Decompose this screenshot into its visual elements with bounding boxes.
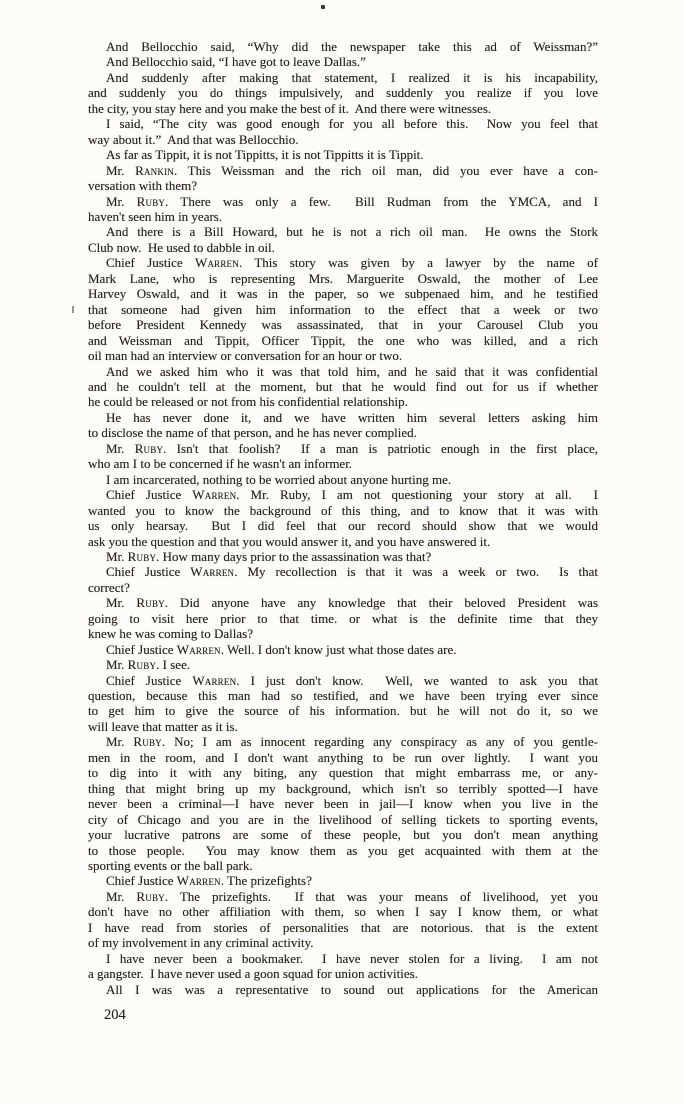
text-segment: to disclose the name of that person, and he has never complied. [88,425,417,441]
text-segment: . Mr. Ruby, I am not questioning your story at all. I [236,487,598,503]
text-segment: And Bellocchio said, “Why did the newspaper take this ad of Weissman?” [106,39,598,54]
paragraph [88,255,598,363]
text-segment: Chief Justice [106,255,195,271]
text-line [88,348,598,363]
text-segment: never been a criminal—I have never been in jail—I know when you live in the [88,796,598,812]
text-segment: . Well. I don't know just what those dates are. [220,641,457,657]
text-line [88,194,598,209]
testimony-text-block [88,39,598,997]
text-segment: And we asked him who it was that told him, and he said that it was confidential [106,363,598,379]
paragraph [88,951,598,982]
text-segment: will leave that matter as it is. [88,718,238,734]
paragraph [88,873,598,888]
text-segment: going to visit here prior to that time. or what is the definite time that they [88,610,598,626]
page-number: 204 [104,1007,126,1023]
text-segment: correct? [88,579,130,595]
text-line [88,858,598,873]
text-line [88,719,598,734]
text-line [88,116,598,131]
text-segment: that someone had given him information to the effect that a week or two [88,301,598,317]
text-segment: Chief Justice [106,641,177,657]
paragraph [88,163,598,194]
text-line [88,657,598,672]
paragraph [88,657,598,672]
paragraph [88,549,598,564]
text-line [88,333,598,348]
text-segment: . My recollection is that it was a week or two. Is that [234,564,599,580]
text-segment: And there is a Bill Howard, but he is not a rich oil man. He owns the Stork [106,224,598,240]
speaker-name: Ruby [133,734,162,750]
text-segment: Mr. [106,193,137,209]
text-line [88,317,598,332]
text-line [88,812,598,827]
text-line [88,364,598,379]
text-line [88,904,598,919]
speaker-name: Ruby [134,440,164,456]
text-line [88,703,598,718]
text-segment: of my involvement in any criminal activity. [88,935,314,951]
text-line [88,781,598,796]
text-line [88,101,598,116]
paragraph [88,39,598,54]
text-segment: He has never done it, and we have written him several letters asking him [106,409,598,425]
text-segment: and he couldn't tell at the moment, but that he would find out for us if whether [88,378,598,394]
text-segment: . The prizefights? [220,873,312,889]
text-segment: I have never been a bookmaker. I have never stolen for a living. I am not [106,950,598,966]
text-line [88,302,598,317]
speaker-name: Warren [190,564,235,580]
text-segment: Mr. [106,657,128,673]
text-segment: . No; I am as innocent regarding any conspiracy as any of you gentle- [161,734,599,750]
text-segment: Chief Justice [106,672,193,688]
text-segment: thing that might bring up my background, which isn't so terribly spotted—I have [88,780,598,796]
paragraph [88,889,598,951]
text-segment: city of Chicago and you are in the livelihood of selling tickets to sporting events, [88,811,598,827]
speaker-name: Ruby [136,888,165,904]
text-segment: haven't seen him in years. [88,208,223,224]
text-line [88,70,598,85]
text-segment: don't have no other affiliation with them, so when I say I know them, or what [88,904,598,920]
paragraph [88,982,598,997]
text-segment: Mr. [106,595,137,611]
text-segment: to those people. You may know them as you get acquainted with them at the [88,842,598,858]
paragraph [88,487,598,549]
text-line [88,147,598,162]
text-segment: and Weissman and Tippit, Officer Tippit, the one who was killed, and a rich [88,332,598,348]
speaker-name: Ruby [136,193,166,209]
text-segment: . Did anyone have any knowledge that their beloved President was [164,595,598,611]
paragraph [88,673,598,735]
text-segment: Chief Justice [106,564,191,580]
text-line [88,441,598,456]
text-line [88,734,598,749]
text-segment: And suddenly after making that statement, I realized it is his incapability, [106,69,598,85]
text-line [88,163,598,178]
text-line [88,611,598,626]
text-line [88,688,598,703]
text-segment: the city, you stay here and you make the best of it. And there were witnesses. [88,100,492,116]
text-line [88,765,598,780]
text-segment: way about it.” And that was Bellocchio. [88,131,299,147]
text-segment: to dig into it with any biting, any question that might embarrass me, or any- [88,765,598,781]
paragraph [88,54,598,69]
text-line [88,673,598,688]
text-line [88,920,598,935]
scan-artifact-tick [72,306,74,313]
text-segment: . How many days prior to the assassination was that? [156,548,432,564]
text-line [88,224,598,239]
text-line [88,982,598,997]
text-line [88,750,598,765]
speaker-name: Warren [176,873,221,889]
text-segment: Chief Justice [106,487,193,503]
text-segment: Mr. [106,440,135,456]
paragraph [88,595,598,641]
text-line [88,85,598,100]
text-line [88,425,598,440]
text-segment: . I just don't know. Well, we wanted to ask you that [236,672,599,688]
text-segment: versation with them? [88,178,198,194]
text-line [88,564,598,579]
text-line [88,379,598,394]
text-line [88,796,598,811]
text-segment: question, because this man had so testified, and we have been trying ever since [88,688,598,704]
text-segment: Mr. [106,734,134,750]
text-line [88,626,598,641]
speaker-name: Rankin [135,162,174,178]
speaker-name: Ruby [127,548,157,564]
text-segment: knew he was coming to Dallas? [88,626,253,642]
text-segment: . Isn't that foolish? If a man is patriotic enough in the first place, [163,440,598,456]
text-line [88,286,598,301]
paragraph [88,441,598,472]
text-line [88,487,598,502]
text-segment: Mr. [106,888,137,904]
text-segment: wanted you to know the background of this thing, and to know that it was with [88,502,598,518]
text-segment: sporting events or the ball park. [88,858,253,874]
text-line [88,394,598,409]
paragraph [88,116,598,147]
text-segment: I said, “The city was good enough for you all before this. Now you feel that [106,116,598,132]
text-line [88,503,598,518]
text-segment: Club now. He used to dabble in oil. [88,239,275,255]
text-line [88,132,598,147]
text-segment: us only hearsay. But I did feel that our record should show that we would [88,518,598,534]
paragraph [88,564,598,595]
text-line [88,178,598,193]
paragraph [88,70,598,116]
speaker-name: Ruby [127,657,157,673]
text-line [88,271,598,286]
text-segment: Chief Justice [106,873,177,889]
text-line [88,209,598,224]
text-line [88,255,598,270]
text-line [88,456,598,471]
text-line [88,873,598,888]
text-segment: a gangster. I have never used a goon squad for union activities. [88,966,418,982]
text-line [88,534,598,549]
speaker-name: Warren [192,672,237,688]
speaker-name: Warren [194,255,239,271]
paragraph [88,472,598,487]
text-segment: he could be released or not from his confidential relationship. [88,394,408,410]
paragraph [88,410,598,441]
text-segment: . There was only a few. Bill Rudman from the YMCA, and I [165,193,599,209]
speaker-name: Warren [192,487,237,503]
text-segment: . This Weissman and the rich oil man, did you ever have a con- [173,162,598,178]
text-line [88,39,598,54]
paragraph [88,642,598,657]
text-segment: I have read from stories of personalities that are notorious. that is the extent [88,919,598,935]
text-line [88,827,598,842]
text-line [88,518,598,533]
text-line [88,410,598,425]
text-segment: your lucrative patrons are some of these people, but you don't mean anything [88,827,598,843]
paragraph [88,147,598,162]
paragraph [88,194,598,225]
text-line [88,889,598,904]
text-segment: before President Kennedy was assassinated, that in your Carousel Club you [88,317,598,333]
text-segment: oil man had an interview or conversation for an hour or two. [88,348,403,364]
text-segment: and suddenly you do things impulsively, and suddenly you realize if you love [88,85,598,101]
text-line [88,843,598,858]
paragraph [88,224,598,255]
text-segment: Mr. [106,548,128,564]
text-line [88,966,598,981]
text-segment: ask you the question and that you would answer it, and you have answered it. [88,533,491,549]
text-segment: to get him to give the source of his information. but he will not do it, so we [88,703,598,719]
text-segment: men in the room, and I don't want anything to be run over lightly. I want you [88,749,598,765]
paragraph [88,364,598,410]
text-line [88,935,598,950]
text-segment: . I see. [156,657,191,673]
scan-artifact-dot [321,5,325,9]
text-segment: As far as Tippit, it is not Tippitts, it is not Tippitts it is Tippit. [106,147,424,163]
text-line [88,580,598,595]
text-line [88,240,598,255]
text-line [88,472,598,487]
text-line [88,595,598,610]
text-segment: And Bellocchio said, “I have got to leave Dallas.” [106,54,366,70]
speaker-name: Warren [176,641,221,657]
text-segment: . This story was given by a lawyer by the name of [238,255,599,271]
text-segment: . The prizefights. If that was your means of livelihood, yet you [164,888,599,904]
text-line [88,549,598,564]
text-line [88,642,598,657]
text-segment: I am incarcerated, nothing to be worried about anyone hurting me. [106,471,452,487]
text-segment: Mr. [106,162,136,178]
speaker-name: Ruby [136,595,165,611]
paragraph [88,734,598,873]
text-line [88,951,598,966]
text-segment: Harvey Oswald, and it was in the paper, so we subpenaed him, and he testified [88,286,598,302]
text-segment: All I was was a representative to sound out applications for the American [106,981,598,997]
text-segment: who am I to be concerned if he wasn't an informer. [88,456,353,472]
text-line [88,54,598,69]
text-segment: Mark Lane, who is representing Mrs. Marguerite Oswald, the mother of Lee [88,270,598,286]
